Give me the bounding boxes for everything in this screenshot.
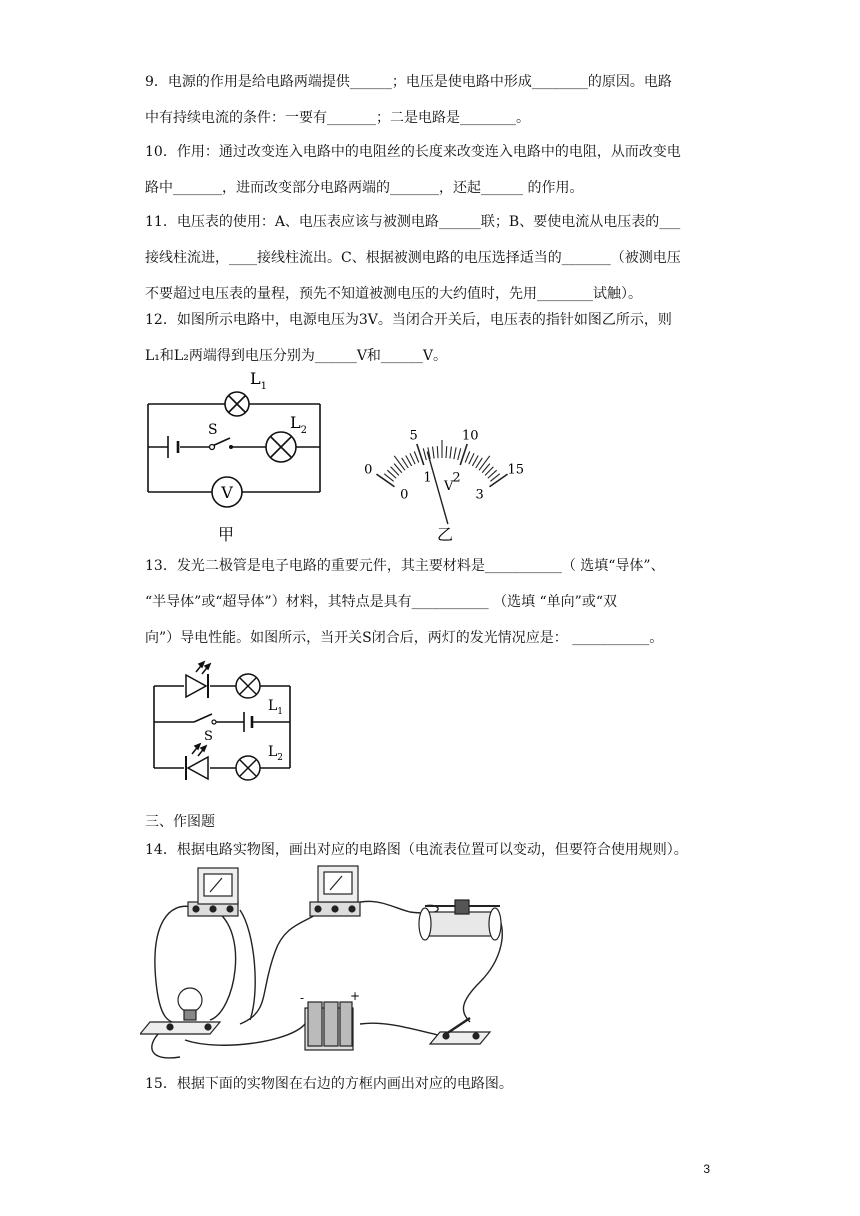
question-9 (145, 64, 715, 136)
dial-outer-label: 5 (409, 428, 418, 444)
question-12-line-1: 12．如图所示电路中，电源电压为3V。当闭合开关后，电压表的指针如图乙所示，则 (145, 312, 672, 328)
lamp-l1-label: $L_1$ (268, 698, 284, 717)
dial-tick (458, 448, 461, 460)
ammeter-icon (188, 868, 238, 916)
dial-tick (417, 444, 424, 465)
lamp-l1-icon (236, 674, 260, 698)
question-13-line-1: 13．发光二极管是电子电路的重要元件，其主要材料是___________（ 选填“导体”、 (145, 558, 665, 574)
dial-tick (450, 447, 452, 459)
lamp-l1-icon (225, 392, 249, 416)
switch-contact (212, 720, 216, 724)
dial-outer-label: 15 (507, 462, 524, 478)
dial-tick (454, 447, 456, 459)
dial-tick (406, 455, 412, 465)
dial-unit-label: V (444, 479, 454, 494)
question-12 (145, 302, 715, 374)
question-11-line-2: 接线柱流进，____接线柱流出。C、根据被测电路的电压选择适当的_______（被测电压 (145, 250, 681, 266)
switch-contact (229, 445, 233, 449)
dial-outer-label: 10 (462, 428, 479, 444)
question-10-line-1: 10．作用：通过改变连入电路中的电阻丝的长度来改变连入电路中的电阻，从而改变电 (145, 144, 681, 160)
dial-tick (472, 455, 478, 465)
dial-tick (433, 447, 435, 459)
dial-tick (410, 453, 415, 464)
lamp-l1-label: $L_1$ (250, 370, 267, 392)
question-10 (145, 134, 715, 206)
caption-b: 乙 (436, 525, 454, 544)
dial-tick (469, 453, 474, 464)
question-11-line-3: 不要超过电压表的量程，预先不知道被测电压的大约值时，先用________试触）。 (145, 286, 642, 302)
dial-outer-label: 0 (364, 462, 373, 478)
dial-inner-label: 3 (475, 487, 484, 503)
lamp-l2-label: $L_2$ (268, 744, 284, 763)
dial-tick (479, 456, 490, 470)
dial-inner-label: 2 (452, 470, 461, 486)
figure-12 (130, 370, 570, 550)
dial-tick (423, 448, 426, 460)
lamp-l2-icon (266, 432, 296, 462)
lamp-icon (140, 988, 220, 1034)
dial-tick (414, 451, 418, 462)
led-top-icon (186, 662, 210, 698)
battery-minus-label: - (300, 991, 305, 1005)
section-3-heading: 三、作图题 (145, 814, 215, 830)
rheostat-icon (419, 900, 501, 940)
dial-tick (394, 456, 405, 470)
question-15: 15．根据下面的实物图在右边的方框内画出对应的电路图。 (145, 1076, 513, 1092)
led-bottom-icon (186, 744, 208, 780)
caption-a: 甲 (217, 525, 235, 544)
question-10-line-2: 路中_______，进而改变部分电路两端的_______，还起______ 的作用。 (145, 180, 584, 196)
switch-icon (430, 1018, 490, 1044)
lamp-l2-label: $L_2$ (290, 413, 307, 436)
lamp-l2-icon (236, 756, 260, 780)
question-13 (145, 548, 715, 656)
question-14: 14．根据电路实物图，画出对应的电路图（电流表位置可以变动，但要符合使用规则）。 (145, 842, 688, 858)
voltmeter-icon (310, 866, 360, 916)
switch-label: S (204, 729, 213, 744)
dial-tick (465, 451, 469, 462)
dial-tick (437, 446, 438, 458)
question-9-line-2: 中有持续电流的条件：一要有_______；二是电路是________。 (145, 110, 530, 126)
question-11 (145, 204, 715, 312)
figure-14 (140, 862, 540, 1067)
voltmeter-label: V (221, 483, 233, 502)
dial-inner-label: 1 (423, 470, 432, 486)
switch-contact (210, 445, 215, 450)
switch-label: S (208, 422, 218, 438)
question-13-line-3: 向”）导电性能。如图所示，当开关S闭合后，两灯的发光情况应是： ___________。 (145, 630, 664, 646)
dial-tick (460, 444, 467, 465)
question-11-line-1: 11．电压表的使用：A、电压表应该与被测电路______联；B、要使电流从电压表的___ (145, 214, 681, 230)
voltmeter-dial (364, 429, 524, 524)
figure-13 (140, 658, 310, 783)
dial-inner-label: 0 (400, 487, 409, 503)
dial-tick (446, 446, 447, 458)
question-12-line-2: L₁和L₂两端得到电压分别为______V和______V。 (145, 348, 448, 364)
battery-plus-label: + (350, 989, 361, 1003)
question-13-line-2: “半导体”或“超导体”）材料，其特点是具有___________ （选填 “单向”或“双 (145, 594, 617, 610)
battery-icon (305, 1002, 353, 1050)
page-number: 3 (703, 1162, 710, 1176)
question-9-line-1: 9．电源的作用是给电路两端提供______；电压是使电路中形成________的原因。电路 (145, 74, 672, 90)
